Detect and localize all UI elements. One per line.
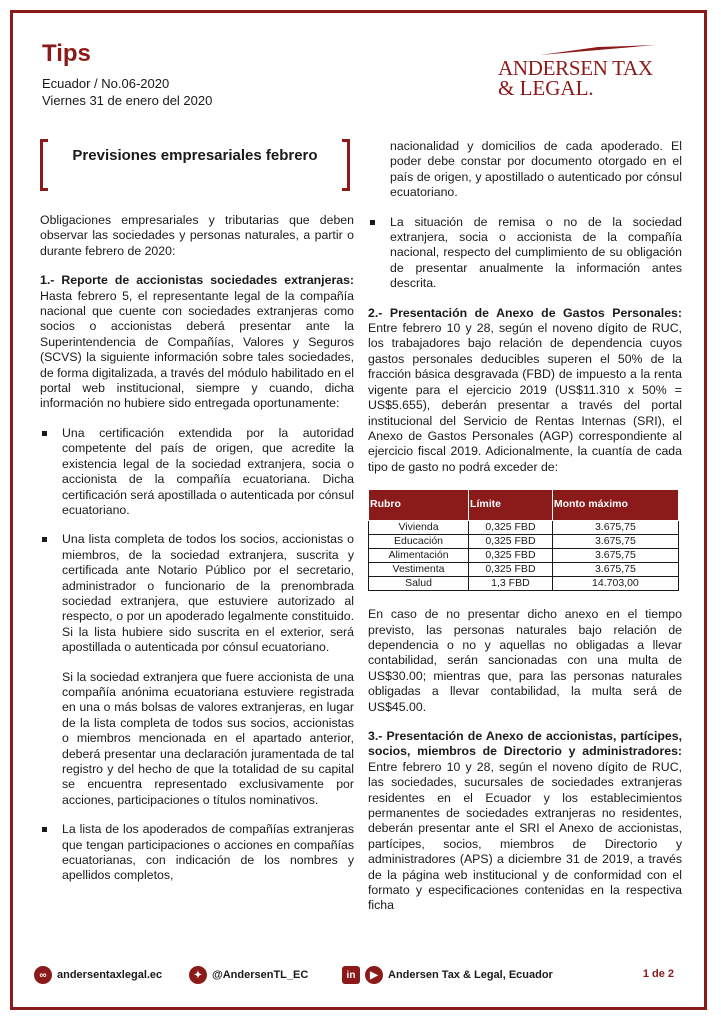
footer-twitter-text: @AndersenTL_EC — [212, 969, 309, 981]
section-1-list — [40, 426, 354, 656]
footer-social[interactable] — [342, 966, 553, 984]
left-column — [40, 213, 354, 884]
table-cell: 0,325 FBD — [469, 521, 553, 535]
list-item-continuation: nacionalidad y domicilios de cada apoderado. El poder debe constar por documento otorgado en el país de origen, y apostillado o autenticado por cónsul ecuatoriano. — [390, 139, 682, 200]
logo-text-line1: ANDERSEN TAX — [498, 56, 653, 80]
youtube-icon: ▶ — [365, 966, 383, 984]
list-item — [40, 822, 354, 884]
footer — [34, 966, 684, 986]
page-number: 1 de 2 — [642, 968, 674, 980]
table-cell: 3.675,75 — [552, 549, 678, 563]
section-2-heading: 2.- Presentación de Anexo de Gastos Personales: — [368, 305, 682, 320]
linkedin-icon: in — [342, 966, 360, 984]
table-header-row — [369, 490, 679, 521]
section-title-box — [40, 139, 350, 191]
section-title: Previsiones empresariales febrero — [72, 147, 318, 164]
list-item-text: Una lista completa de todos los socios, accionistas o miembros, de la sociedad extranjera, suscrita y certificada ante Notario Público por el secretario, administrador o funcionario de la prenombrada sociedad extranjera, que estuviere autorizado al respecto, o por un apoderado legalmente constituido. Si la lista hubiere sido suscrita en el exterior, será apostillada o autenticada por cónsul ecuatoriano. — [62, 532, 354, 655]
link-icon: ∞ — [34, 966, 52, 984]
table-cell: 3.675,75 — [552, 563, 678, 577]
list-item — [40, 426, 354, 518]
table-row — [369, 521, 679, 535]
right-bracket — [342, 139, 350, 191]
footer-twitter[interactable] — [189, 966, 308, 984]
table-cell: 14.703,00 — [552, 577, 678, 591]
section-1-text: Hasta febrero 5, el representante legal de la compañía nacional que cuente con sociedades extranjeras como socios o accionistas deberá presentar ante la Superintendencia de Compañías, Valores y Seguros (SCVS) la siguiente información sobre tales sociedades, de forma digitalizada, a través del módulo habilitado en el portal web institucional, siempre y cuando, dicha información no hubiere sido entregada oportunamente: — [40, 288, 354, 411]
issue-number: Ecuador / No.06-2020 — [42, 76, 170, 91]
section-3 — [368, 729, 682, 914]
section-2-penalty: En caso de no presentar dicho anexo en el tiempo previsto, las personas naturales bajo relación de dependencia o no y aquellas no obligadas a llevar contabilidad, serán sancionadas con una multa de US$30.00; mientras que, para las personas naturales obligadas a llevar contabilidad, la multa será de US$45.00. — [368, 607, 682, 714]
list-item-text: Una certificación extendida por la autoridad competente del país de origen, que acredite la existencia legal de la sociedad extranjera, socia o accionista de la compañía ecuatoriana. Dicha certificación será apostillada o autenticada por cónsul ecuatoriano. — [62, 425, 354, 517]
bullet-icon — [42, 431, 47, 436]
table-row — [369, 549, 679, 563]
footer-website[interactable] — [34, 966, 162, 984]
table-cell: 1,3 FBD — [469, 577, 553, 591]
table-row — [369, 563, 679, 577]
bullet-icon — [370, 220, 375, 225]
list-item-continuation: Si la sociedad extranjera que fuere accionista de una compañía anónima ecuatoriana estuviere registrada en una o más bolsas de valores extranjeras, en lugar de la lista completa de todos sus socios, accionistas o miembros mencionada en el apartado anterior, deberá presentar una declaración juramentada de tal registro y del hecho de que la totalidad de su capital se encuentra representado exclusivamente por acciones, participaciones o títulos nominativos. — [62, 669, 354, 807]
column-header-monto: Monto máximo — [552, 490, 678, 521]
section-3-text: Entre febrero 10 y 28, según el noveno dígito de RUC, las sociedades, sucursales de sociedades extranjeras residentes en el Ecuador y los establecimientos permanentes de sociedades extranjeras no residentes, deberán presentar ante el SRI el Anexo de accionistas, partícipes, socios, miembros de Directorio y administradores (APS) a diciembre 31 de 2019, a través de la página web institucional y de conformidad con el formato y especificaciones contenidas en la respectiva ficha — [368, 759, 682, 913]
twitter-icon: ✦ — [189, 966, 207, 984]
section-1-list-cont — [40, 822, 354, 884]
right-column — [368, 139, 682, 914]
expense-table — [368, 489, 679, 591]
list-item-text: La lista de los apoderados de compañías extranjeras que tengan participaciones o acciones en compañías ecuatorianas, con indicación de los nombres y apellidos completos, — [62, 822, 354, 883]
table-cell: 3.675,75 — [552, 521, 678, 535]
table-cell: 0,325 FBD — [469, 563, 553, 577]
section-1-list-end — [368, 215, 682, 292]
andersen-logo — [498, 44, 678, 100]
list-item — [40, 532, 354, 655]
table-cell: Vestimenta — [369, 563, 469, 577]
logo-swoosh-icon — [538, 44, 658, 56]
column-header-limite: Límite — [469, 490, 553, 521]
section-1-heading: 1.- Reporte de accionistas sociedades extranjeras: — [40, 273, 354, 288]
logo-text-line2: & LEGAL. — [498, 76, 594, 100]
section-2-text: Entre febrero 10 y 28, según el noveno dígito de RUC, los trabajadores bajo relación de dependencia cuyos gastos personales deducibles superen el 50% de la fracción básica desgravada (FBD) de impuesto a la renta vigente para el ejercicio 2019 (US$11.310 x 50% = US$5.655), deberán presentar a través del portal institucional del Servicio de Rentas Internas (SRI), el Anexo de Gastos Personales (AGP) correspondiente al ejercicio fiscal 2019. Adicionalmente, la cuantía de cada tipo de gasto no podrá exceder de: — [368, 321, 682, 474]
bullet-icon — [42, 827, 47, 832]
list-item-text: La situación de remisa o no de la sociedad extranjera, socia o accionista de la compañía nacional, respecto del cumplimiento de su obligación de presentar anualmente la información antes descrita. — [390, 214, 682, 291]
page-title: Tips — [42, 40, 91, 67]
table-cell: 3.675,75 — [552, 535, 678, 549]
table-cell: Vivienda — [369, 521, 469, 535]
table-cell: 0,325 FBD — [469, 549, 553, 563]
issue-date: Viernes 31 de enero del 2020 — [42, 93, 213, 108]
left-bracket — [40, 139, 48, 191]
table-cell: 0,325 FBD — [469, 535, 553, 549]
footer-social-text: Andersen Tax & Legal, Ecuador — [388, 969, 553, 981]
section-3-heading: 3.- Presentación de Anexo de accionistas, partícipes, socios, miembros de Directorio y administradores: — [368, 728, 682, 759]
table-cell: Alimentación — [369, 549, 469, 563]
table-row — [369, 577, 679, 591]
intro-paragraph: Obligaciones empresariales y tributarias que deben observar las sociedades y personas naturales, a partir o durante febrero de 2020: — [40, 213, 354, 258]
table-cell: Salud — [369, 577, 469, 591]
bullet-icon — [42, 537, 47, 542]
column-header-rubro: Rubro — [369, 490, 469, 521]
table-row — [369, 535, 679, 549]
footer-website-text: andersentaxlegal.ec — [57, 969, 163, 981]
list-item — [368, 215, 682, 292]
table-cell: Educación — [369, 535, 469, 549]
section-1 — [40, 273, 354, 412]
section-2 — [368, 306, 682, 475]
